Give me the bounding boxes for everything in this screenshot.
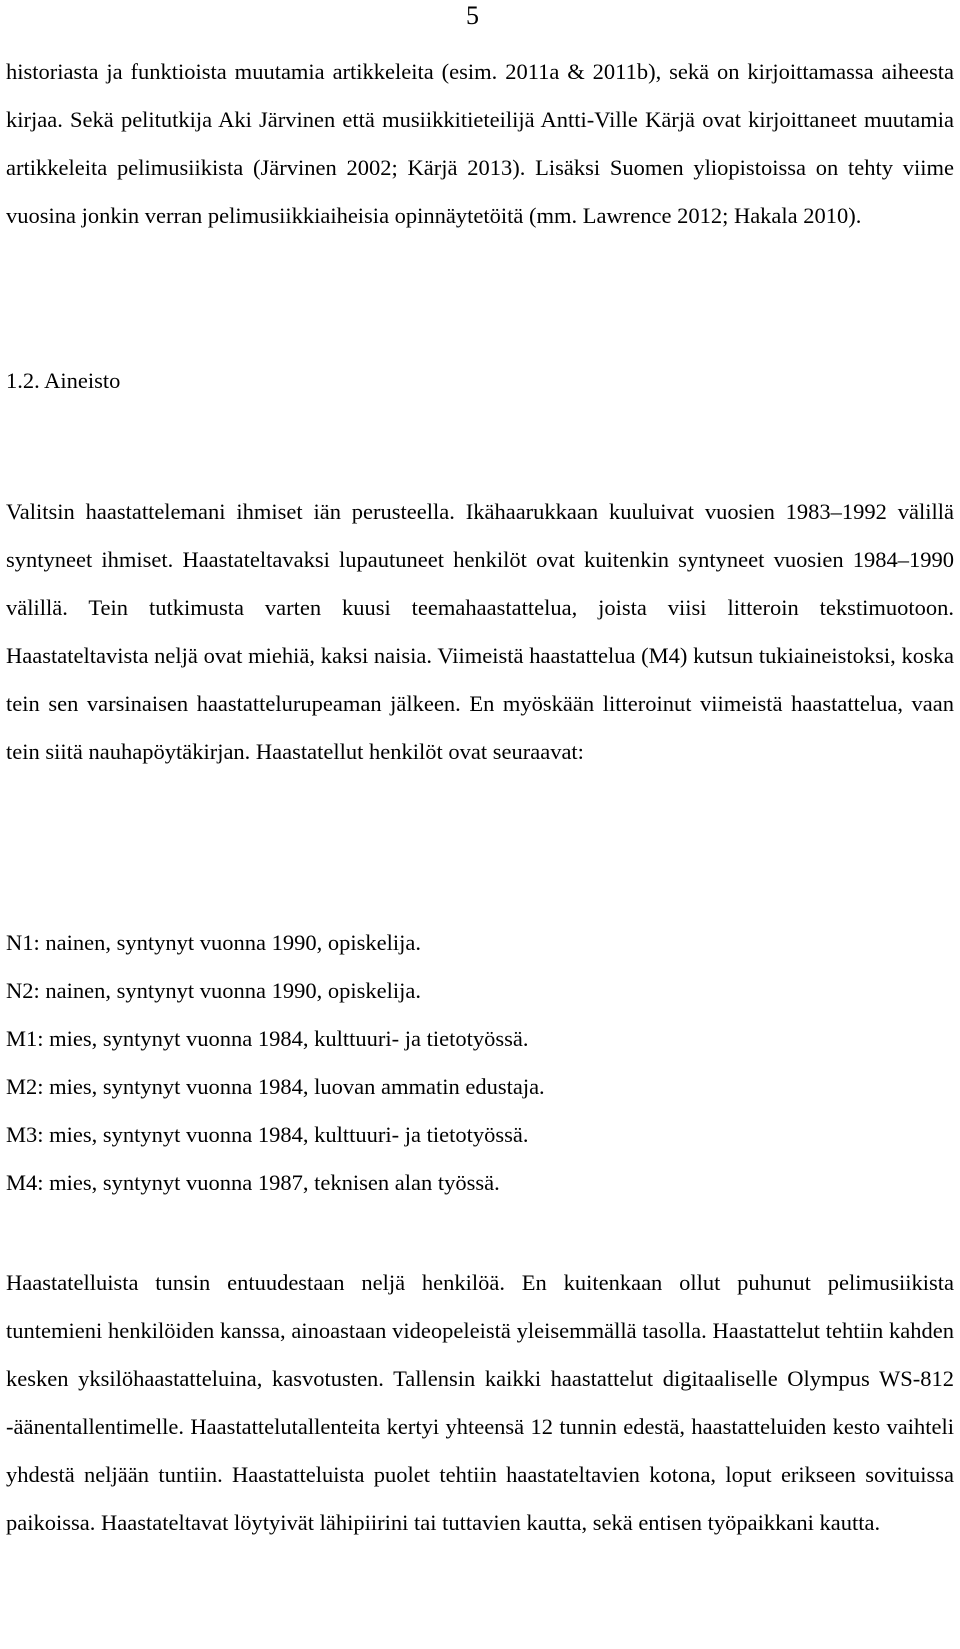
page-number: 5: [466, 1, 479, 30]
list-item: N2: nainen, syntynyt vuonna 1990, opiskelija.: [6, 978, 421, 1003]
list-item: M3: mies, syntynyt vuonna 1984, kulttuuri- ja tietotyössä.: [6, 1122, 529, 1147]
list-item: N1: nainen, syntynyt vuonna 1990, opiskelija.: [6, 930, 421, 955]
intro-paragraph: historiasta ja funktioista muutamia artikkeleita (esim. 2011a & 2011b), sekä on kirjoittamassa aiheesta kirjaa. Sekä pelitutkija Aki Järvinen että musiikkitieteilijä Antti-Ville Kärjä ovat kirjoittaneet muutamia artikkeleita pelimusiikista (Järvinen 2002; Kärjä 2013). Lisäksi Suomen yliopistoissa on tehty viime vuosina jonkin verran pelimusiikkiaiheisia opinnäytetöitä (mm. Lawrence 2012; Hakala 2010).: [6, 59, 954, 228]
closing-paragraph: Haastatelluista tunsin entuudestaan neljä henkilöä. En kuitenkaan ollut puhunut pelimusiikista tuntemieni henkilöiden kanssa, ainoastaan videopeleistä yleisemmällä tasolla. Haastattelut tehtiin kahden kesken yksilöhaastatteluina, kasvotusten. Tallensin kaikki haastattelut digitaaliselle Olympus WS-812 -äänentallentimelle. Haastattelutallenteita kertyi yhteensä 12 tunnin edestä, haastatteluiden kesto vaihteli yhdestä neljään tuntiin. Haastatteluista puolet tehtiin haastateltavien kotona, loput erikseen sovituissa paikoissa. Haastateltavat löytyivät lähipiirini tai tuttavien kautta, sekä entisen työpaikkani kautta.: [6, 1270, 954, 1535]
list-item: M2: mies, syntynyt vuonna 1984, luovan ammatin edustaja.: [6, 1074, 545, 1099]
list-item: M4: mies, syntynyt vuonna 1987, teknisen alan työssä.: [6, 1170, 500, 1195]
interviewee-list: [6, 919, 545, 1207]
list-item: M1: mies, syntynyt vuonna 1984, kulttuuri- ja tietotyössä.: [6, 1026, 529, 1051]
material-paragraph: Valitsin haastattelemani ihmiset iän perusteella. Ikähaarukkaan kuuluivat vuosien 1983–1992 välillä syntyneet ihmiset. Haastateltavaksi lupautuneet henkilöt ovat kuitenkin syntyneet vuosien 1984–1990 välillä. Tein tutkimusta varten kuusi teemahaastattelua, joista viisi litteroin tekstimuotoon. Haastateltavista neljä ovat miehiä, kaksi naisia. Viimeistä haastattelua (M4) kutsun tukiaineistoksi, koska tein sen varsinaisen haastattelurupeaman jälkeen. En myöskään litteroinut viimeistä haastattelua, vaan tein siitä nauhapöytäkirjan. Haastatellut henkilöt ovat seuraavat:: [6, 499, 954, 764]
section-heading: 1.2. Aineisto: [6, 368, 121, 393]
